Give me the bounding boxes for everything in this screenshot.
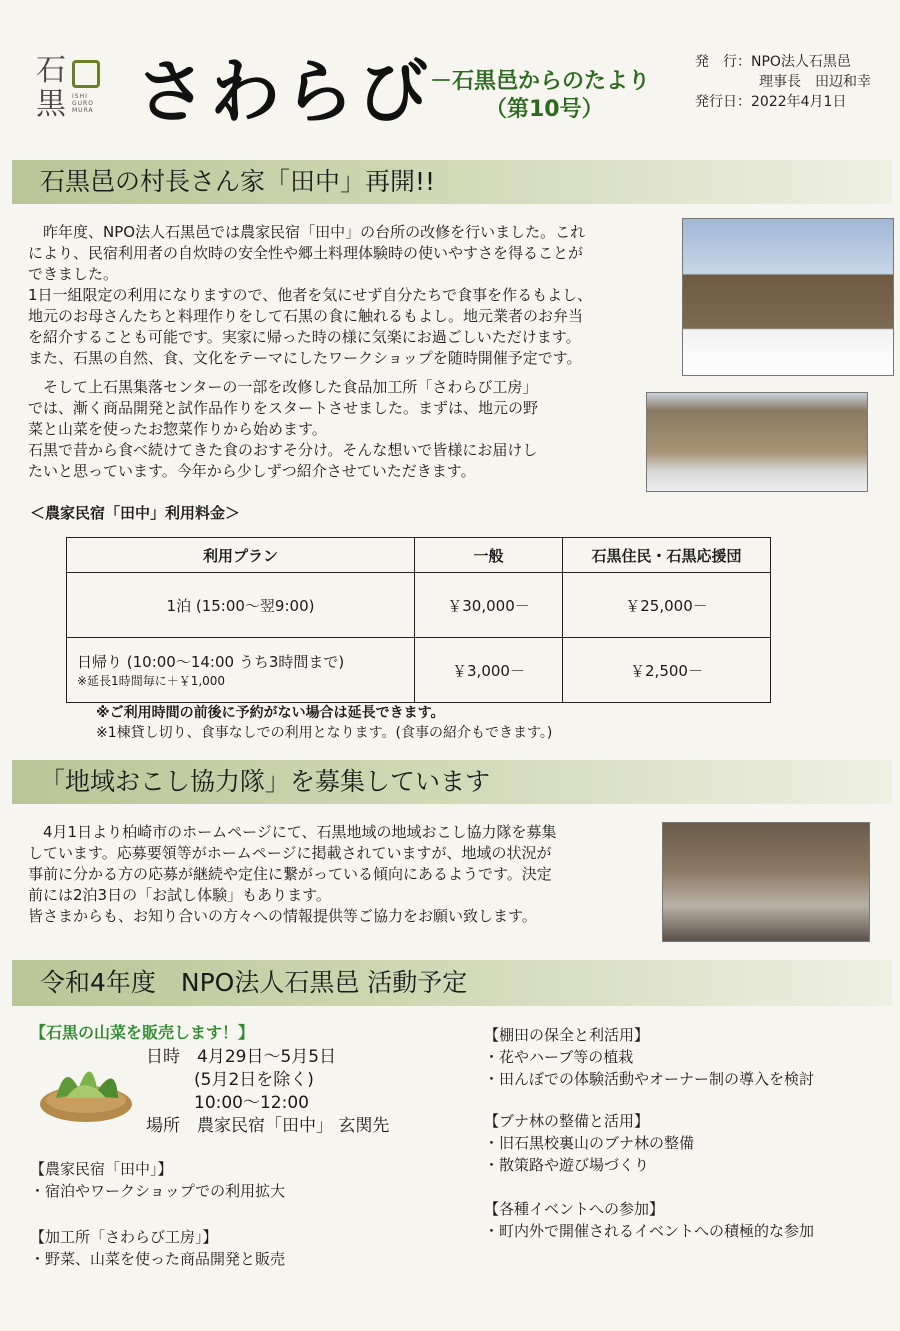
section3-heading: 令和4年度 NPO法人石黒邑 活動予定 [12, 960, 892, 1006]
newsletter-subtitle: －石黒邑からのたより [430, 69, 651, 94]
note-extension: ※ご利用時間の前後に予約がない場合は延長できます。 [96, 705, 445, 721]
table-header-row [67, 538, 771, 573]
publisher-info [695, 52, 871, 112]
plan-cell: 日帰り (10:00～14:00 うち3時間まで) ※延長1時間毎に＋￥1,000 [67, 638, 415, 703]
vegetable-basket-icon [36, 1048, 136, 1126]
workshop-photo [646, 392, 868, 492]
note-rental: ※1棟貸し切り、食事なしでの利用となります。(食事の紹介もできます。) [96, 725, 553, 741]
logo-char-1: 石 [36, 53, 66, 88]
sansai-except: (5月2日を除く) [194, 1070, 314, 1090]
header-plan: 利用プラン [67, 538, 415, 573]
extension-note: ※延長1時間毎に＋￥1,000 [77, 674, 226, 688]
section1-para2: そして上石黒集落センターの一部を改修した食品加工所「さわらび工房」 では、漸く商品開発と試作品作りをスタートさせました。まずは、地元の野 菜と山菜を使ったお惣菜作りから始めます。 石黒で昔から食べ続けてきた食のおすそ分け。そんな想いで皆様にお届けし たいと思っています。今年から少しずつ紹介させていただきます。 [28, 378, 539, 480]
farmhouse-photo [682, 218, 894, 376]
publisher-name: NPO法人石黒邑 [751, 54, 851, 70]
issue-date: 2022年4月1日 [751, 94, 847, 110]
sansai-place: 場所 農家民宿「田中」 玄関先 [146, 1116, 390, 1136]
activity-left-2: 【加工所「さわらび工房」】 ・野菜、山菜を使った商品開発と販売 [30, 1228, 286, 1268]
logo-small-text: ISHI GURO MURA [72, 93, 94, 114]
logo-char-2: 黒 [36, 87, 66, 122]
sansai-date: 日時 4月29日～5月5日 [146, 1047, 337, 1067]
plan-cell: 1泊 (15:00～翌9:00) [67, 573, 415, 638]
section2-heading: 「地域おこし協力隊」を募集しています [12, 760, 892, 804]
activity-right-1: 【棚田の保全と利活用】 ・花やハーブ等の植栽 ・田んぼでの体験活動やオーナー制の導入を検討 [484, 1026, 815, 1088]
header-resident: 石黒住民・石黒応援団 [563, 538, 771, 573]
rate-table [66, 537, 771, 703]
header-general: 一般 [415, 538, 563, 573]
sansai-time: 10:00～12:00 [194, 1093, 309, 1113]
activity-right-3: 【各種イベントへの参加】 ・町内外で開催されるイベントへの積極的な参加 [484, 1200, 815, 1240]
publisher-label: 発 行： [695, 54, 751, 70]
table-caption: ＜農家民宿「田中」利用料金＞ [30, 504, 241, 522]
price-general: ￥30,000－ [415, 573, 563, 638]
newsletter-title: さわらび [136, 50, 432, 133]
price-resident: ￥2,500－ [563, 638, 771, 703]
logo-mark-icon [72, 60, 100, 88]
sansai-title: 【石黒の山菜を販売します！】 [30, 1023, 255, 1042]
logo [36, 52, 110, 126]
chairperson: 理事長 田辺和幸 [759, 74, 871, 90]
activity-right-2: 【ブナ林の整備と活用】 ・旧石黒校裏山のブナ林の整備 ・散策路や遊び場づくり [484, 1112, 695, 1174]
date-label: 発行日： [695, 94, 751, 110]
price-resident: ￥25,000－ [563, 573, 771, 638]
table-row [67, 638, 771, 703]
section1-para1: 昨年度、NPO法人石黒邑では農家民宿「田中」の台所の改修を行いました。これ により、民宿利用者の自炊時の安全性や郷土料理体験時の使いやすさを得ることが できました。 1日一組限定の利用になりますので、他者を気にせず自分たちで食事を作るもよし、 地元のお母さんたちと料理作りをして石黒の食に触れるもよし。地元業者のお弁当 を紹介することも可能です。実家に帰った時の様に気楽にお過ごしいただけます。 また、石黒の自然、食、文化をテーマにしたワークショップを随時開催予定です。 [28, 223, 593, 367]
section2-body: 4月1日より柏崎市のホームページにて、石黒地域の地域おこし協力隊を募集 しています。応募要領等がホームページに掲載されていますが、地域の状況が 事前に分かる方の応募が継続や定住に繋がっている傾向にあるようです。決定 前には2泊3日の「お試し体験」もあります。 皆さまからも、お知り合いの方々への情報提供等ご協力をお願い致します。 [28, 823, 557, 925]
sansai-details [146, 1046, 389, 1138]
table-row [67, 573, 771, 638]
cooking-photo [662, 822, 870, 942]
section1-heading: 石黒邑の村長さん家「田中」再開!! [12, 160, 892, 204]
price-general: ￥3,000－ [415, 638, 563, 703]
activity-left-1: 【農家民宿「田中」】 ・宿泊やワークショップでの利用拡大 [30, 1160, 286, 1200]
issue-number: （第10号） [485, 97, 604, 122]
